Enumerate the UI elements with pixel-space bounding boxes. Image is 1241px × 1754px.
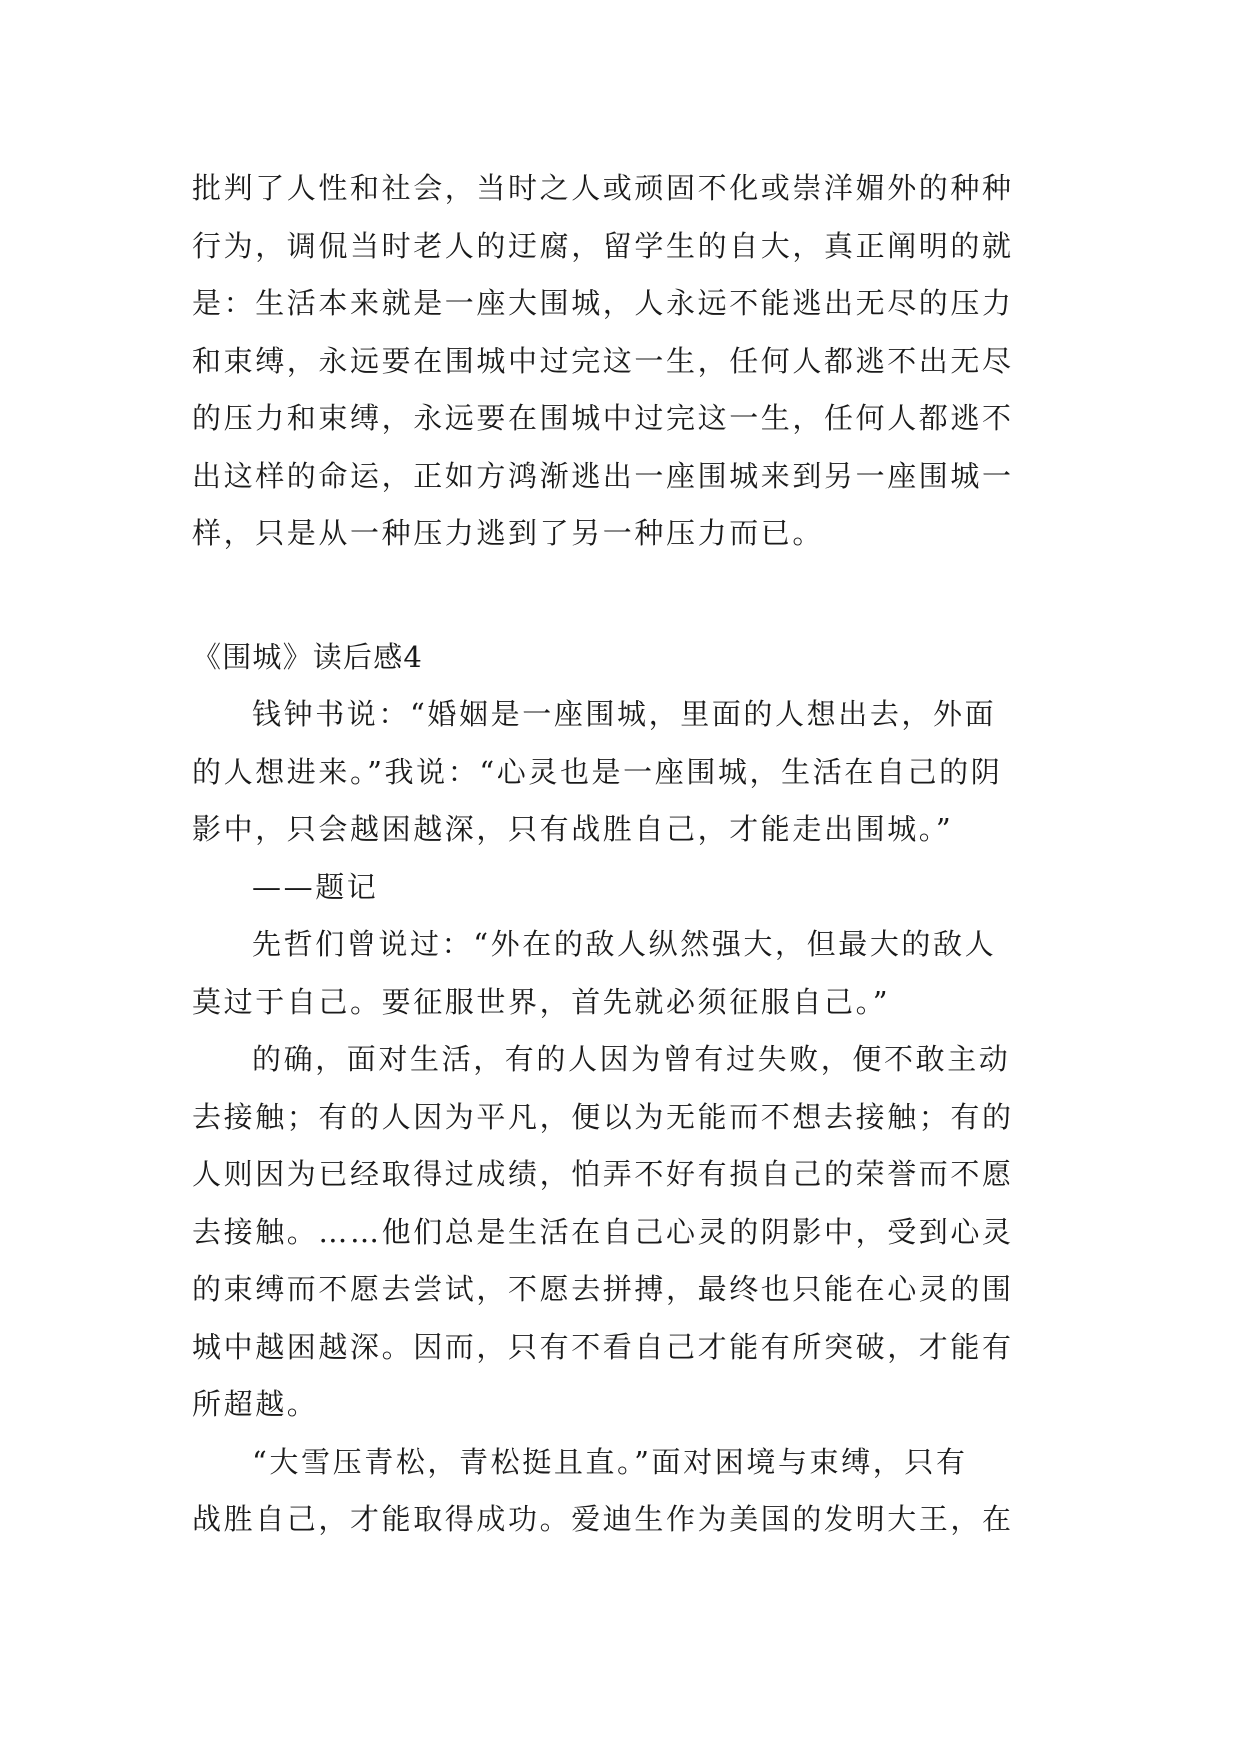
text-line: 样，只是从一种压力逃到了另一种压力而已。 <box>192 516 825 550</box>
text-line: 的压力和束缚，永远要在围城中过完这一生，任何人都逃不 <box>192 401 1014 435</box>
text-line: 影中，只会越困越深，只有战胜自己，才能走出围城。” <box>192 812 954 846</box>
text-line: 莫过于自己。要征服世界，首先就必须征服自己。” <box>192 984 891 1019</box>
text-line: 的确，面对生活，有的人因为曾有过失败，便不敢主动 <box>252 1042 1011 1076</box>
text-line: 钱钟书说：“婚姻是一座围城，里面的人想出去，外面 <box>252 697 997 731</box>
text-line: 所超越。 <box>192 1387 319 1421</box>
section-heading: 《围城》读后感4 <box>192 639 424 674</box>
text-line: 和束缚，永远要在围城中过完这一生，任何人都逃不出无尽 <box>192 343 1014 378</box>
text-line: “大雪压青松，青松挺且直。”面对困境与束缚，只有 <box>252 1444 968 1479</box>
epigraph-signature: ——题记 <box>252 869 379 904</box>
text-line: 的人想进来。”我说：“心灵也是一座围城，生活在自己的阴 <box>192 754 1003 789</box>
text-line: 战胜自己，才能取得成功。爱迪生作为美国的发明大王，在 <box>192 1502 1014 1536</box>
paragraph-2 <box>192 1031 1052 1434</box>
paragraph-3 <box>192 1434 1052 1549</box>
text-line: 出这样的命运，正如方鸿渐逃出一座围城来到另一座围城一 <box>192 458 1014 493</box>
text-line: 批判了人性和社会，当时之人或顽固不化或崇洋媚外的种种 <box>192 171 1014 205</box>
text-line: 去接触；有的人因为平凡，便以为无能而不想去接触；有的 <box>192 1099 1014 1134</box>
previous-section-paragraph <box>192 160 1052 563</box>
document-body <box>192 160 1052 1549</box>
section-gap <box>192 563 1052 629</box>
text-line: 去接触。……他们总是生活在自己心灵的阴影中，受到心灵 <box>192 1214 1014 1249</box>
paragraph-1 <box>192 916 1052 1031</box>
text-line: 先哲们曾说过：“外在的敌人纵然强大，但最大的敌人 <box>252 927 997 961</box>
text-line: 是：生活本来就是一座大围城，人永远不能逃出无尽的压力 <box>192 286 1014 320</box>
epigraph <box>192 686 1052 859</box>
text-line: 人则因为已经取得过成绩，怕弄不好有损自己的荣誉而不愿 <box>192 1157 1014 1191</box>
text-line: 行为，调侃当时老人的迂腐，留学生的自大，真正阐明的就 <box>192 228 1014 263</box>
text-line: 的束缚而不愿去尝试，不愿去拼搏，最终也只能在心灵的围 <box>192 1272 1014 1306</box>
text-line: 城中越困越深。因而，只有不看自己才能有所突破，才能有 <box>192 1329 1014 1364</box>
